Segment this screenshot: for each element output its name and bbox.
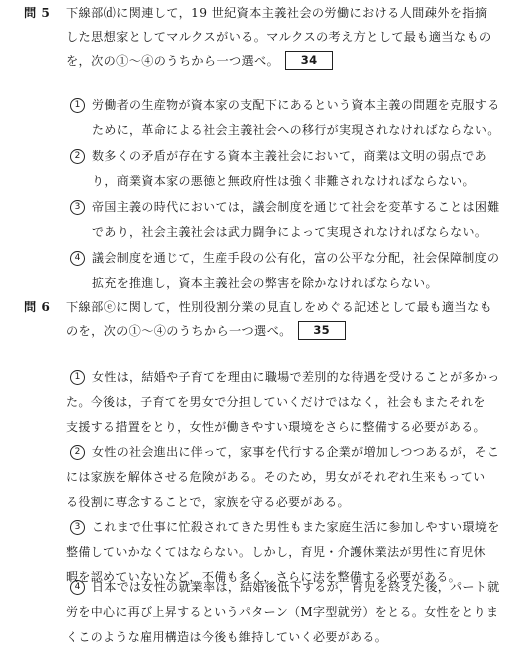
- option-text-line: 支援する措置をとり，女性が働きやすい環境をさらに整備する必要がある。: [66, 420, 486, 434]
- option-number-badge: 2: [70, 149, 85, 164]
- option-text-line: 暇を認めていないなど，不備も多く，さらに法を整備する必要がある。: [66, 570, 461, 584]
- option-text-line: 日本では女性の就業率は，結婚後低下するが，育児を終えた後，パート就: [92, 580, 500, 594]
- option-text-line: 女性の社会進出に伴って，家事を代行する企業が増加しつつあるが，そこ: [92, 445, 500, 459]
- option-text-line: には家族を解体させる危険がある。そのため，男女がそれぞれ生来もってい: [66, 470, 486, 484]
- option-text-line: 整備していかなくてはならない。しかし，育児・介護休業法が男性に育児休: [66, 545, 486, 559]
- question-5-stem-line-3: を，次の①〜④のうちから一つ選べ。 34: [66, 48, 333, 74]
- option-text-line: これまで仕事に忙殺されてきた男性もまた家庭生活に参加しやすい環境を: [92, 520, 500, 534]
- question-6-stem-line-2: のを，次の①〜④のうちから一つ選べ。 35: [66, 318, 346, 344]
- option-text-line: た。今後は，子育てを男女で分担していくだけではなく，社会もまたそれを: [66, 395, 486, 409]
- option-number-badge: 3: [70, 520, 85, 535]
- answer-box-35[interactable]: 35: [298, 321, 346, 340]
- answer-box-34[interactable]: 34: [285, 51, 333, 70]
- option-text-line: 女性は，結婚や子育てを理由に職場で差別的な待遇を受けることが多かっ: [92, 370, 500, 384]
- option-number-badge: 2: [70, 445, 85, 460]
- option-number-badge: 3: [70, 200, 85, 215]
- option-text-line: 労を中心に再び上昇するというパターン（M字型就労）をとる。女性をとりま: [66, 605, 499, 619]
- option-number-badge: 1: [70, 370, 85, 385]
- option-number-badge: 1: [70, 98, 85, 113]
- question-6-label: 問 6: [24, 300, 51, 314]
- question-5-stem-line-1: 下線部⒟に関連して，19 世紀資本主義社会の労働における人間疎外を指摘: [66, 6, 488, 20]
- option-text-line: 帝国主義の時代においては，議会制度を通じて社会を変革することは困難: [92, 200, 500, 214]
- option-text-line: 労働者の生産物が資本家の支配下にあるという資本主義の問題を克服する: [92, 98, 500, 112]
- question-5-label: 問 5: [24, 6, 51, 20]
- option-text-line: であり，社会主義社会は武力闘争によって実現されなければならない。: [92, 225, 488, 239]
- option-number-badge: 4: [70, 580, 85, 595]
- question-5-stem-line-2: した思想家としてマルクスがいる。マルクスの考え方として最も適当なもの: [66, 30, 492, 44]
- option-text-line: ために，革命による社会主義社会への移行が実現されなければならない。: [92, 123, 500, 137]
- option-text-line: くこのような雇用構造は今後も維持していく必要がある。: [66, 630, 388, 644]
- option-number-badge: 4: [70, 251, 85, 266]
- question-6-stem-line-1: 下線部ⓔに関して，性別役割分業の見直しをめぐる記述として最も適当なも: [66, 300, 493, 314]
- option-text-line: 議会制度を通じて，生産手段の公有化，富の公平な分配，社会保障制度の: [92, 251, 500, 265]
- option-text-line: 数多くの矛盾が存在する資本主義社会において，商業は文明の弱点であ: [92, 149, 487, 163]
- option-text-line: 拡充を推進し，資本主義社会の弊害を除かなければならない。: [92, 276, 438, 290]
- option-text-line: り，商業資本家の悪徳と無政府性は強く非難されなければならない。: [92, 174, 475, 188]
- option-text-line: る役割に専念することで，家族を守る必要がある。: [66, 495, 350, 509]
